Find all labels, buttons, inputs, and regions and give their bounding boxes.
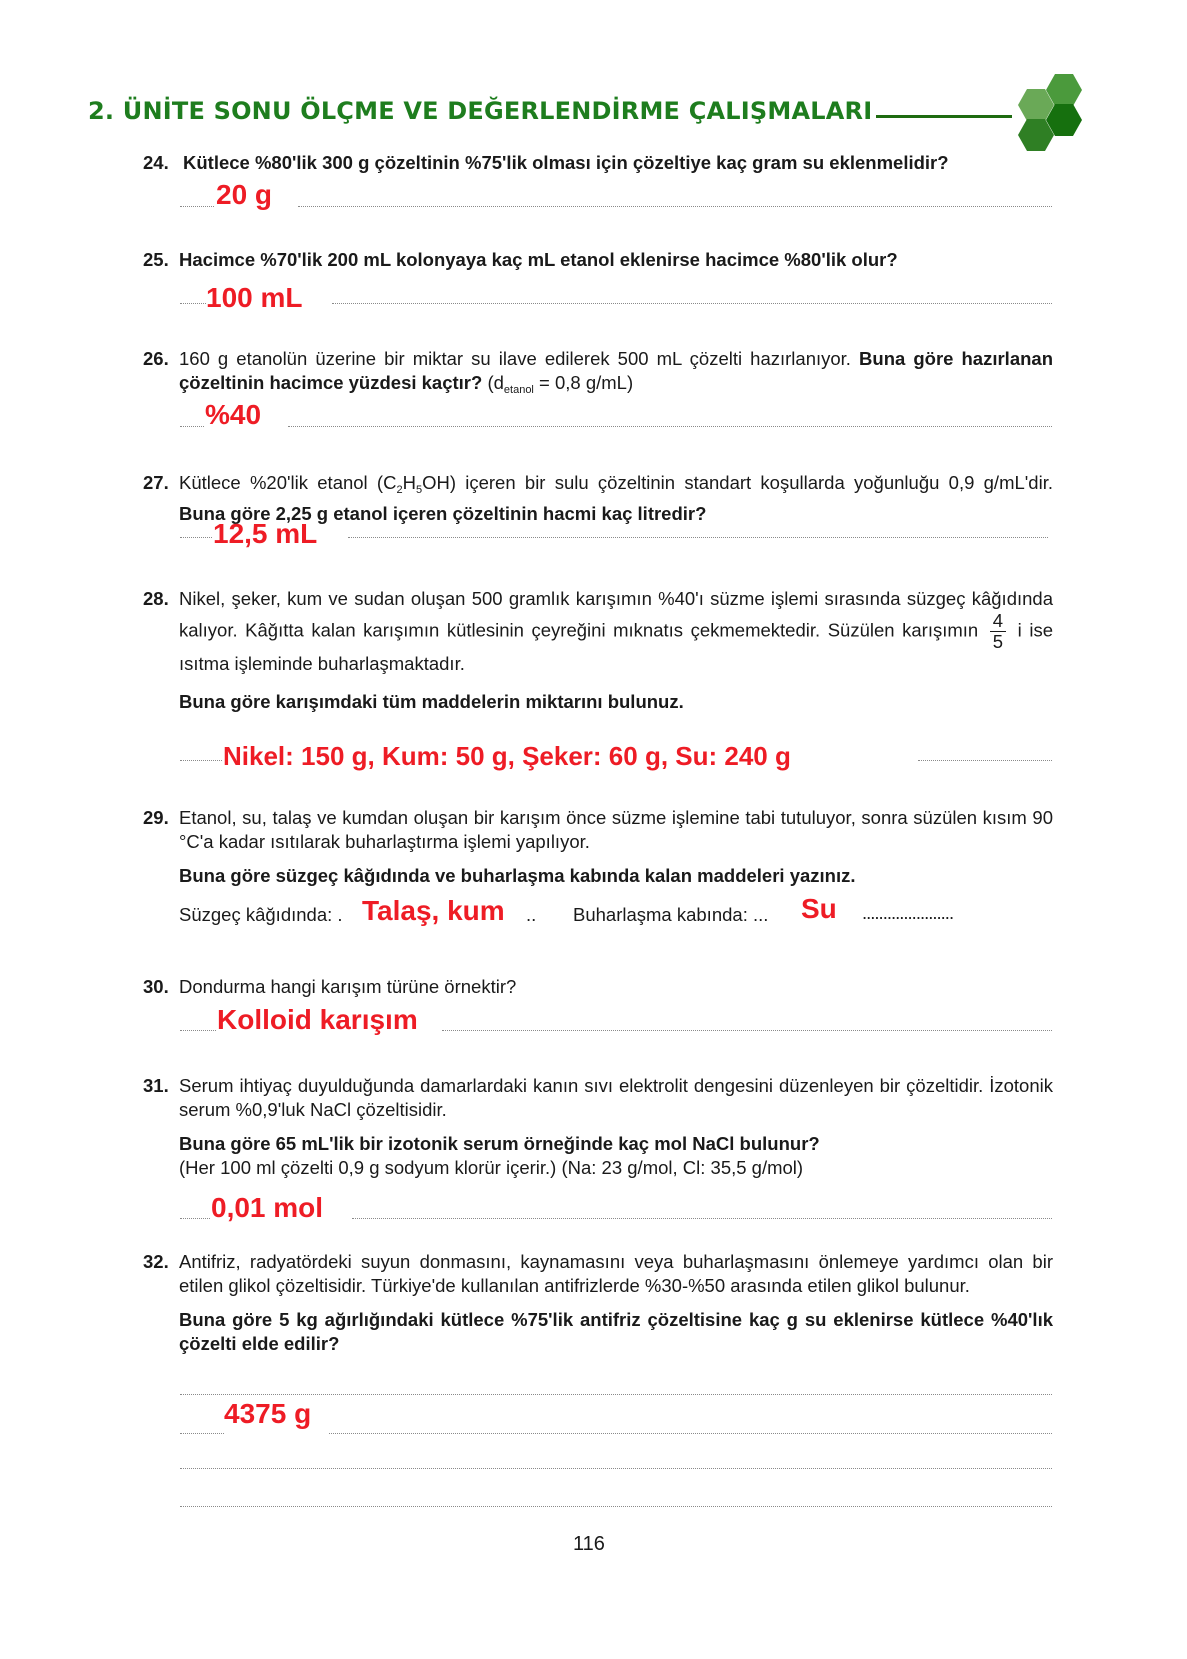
filter-dots: .. — [526, 904, 537, 925]
answer-25[interactable]: 100 mL — [206, 282, 303, 313]
question-text: Kütlece %20'lik etanol $(C_2H_5OH)$ içeren bir sulu çözeltinin standart koşullarda yoğunluğu 0,9 g/mL'dir. — [179, 472, 1053, 496]
question-number: 30. — [143, 976, 169, 997]
answer-27[interactable]: 12,5 mL — [213, 518, 318, 549]
answer-line — [180, 1506, 1052, 1507]
page-number: 116 — [573, 1533, 605, 1555]
question-number: 32. — [143, 1251, 169, 1272]
title-rule-divider — [876, 115, 1012, 118]
answer-line — [442, 1030, 1052, 1031]
answer-32[interactable]: 4375 g — [224, 1398, 312, 1429]
question-prompt: Buna göre hazırlanan çözeltinin hacimce yüzdesi kaçtır? — [179, 348, 1053, 393]
answer-line — [180, 1394, 1052, 1395]
question-number: 27. — [143, 472, 169, 493]
fraction-four-fifths: $\frac{4}{5}$ — [990, 611, 1006, 652]
answer-line — [180, 1433, 224, 1434]
hexagon-cluster-icon — [1018, 72, 1082, 152]
question-number: 28. — [143, 588, 169, 609]
answer-line — [329, 1433, 1052, 1434]
answer-line — [180, 206, 214, 207]
question-prompt: Buna göre 65 mL'lik bir izotonik serum örneğinde kaç mol NaCl bulunur? — [179, 1133, 820, 1154]
question-number: 31. — [143, 1075, 169, 1096]
answer-line — [180, 426, 204, 427]
question-number: 24. — [143, 152, 169, 173]
question-prompt: Buna göre 5 kg ağırlığındaki kütlece %75'lik antifriz çözeltisine kaç g su eklenirse kütlece %40'lık çözelti elde edilir? — [179, 1309, 1053, 1354]
answer-30[interactable]: Kolloid karışım — [217, 1004, 418, 1035]
evaporation-label: Buharlaşma kabında: ... — [573, 904, 769, 925]
answer-28[interactable]: Nikel: 150 g, Kum: 50 g, Şeker: 60 g, Su: 240 g — [223, 741, 791, 771]
question-prompt: Buna göre 2,25 g etanol içeren çözeltinin hacmi kaç litredir? — [179, 503, 707, 524]
question-text: Antifriz, radyatördeki suyun donmasını, kaynamasını veya buharlaşmasını önlemeye yardımcı olan bir etilen glikol çözeltisidir. Türkiye'de kullanılan antifrizlerde %30-%50 arasında etilen glikol bulunur. — [179, 1251, 1053, 1296]
answer-line — [180, 1030, 216, 1031]
question-24 — [143, 151, 1053, 175]
question-text: Nikel, şeker, kum ve sudan oluşan 500 gramlık karışımın %40'ı süzme işlemi sırasında süzgeç kâğıdında kalıyor. Kâğıtta kalan karışımın kütlesinin çeyreğini mıknatıs çekmemektedir. Süzülen karışımın — [179, 588, 1053, 641]
answer-line — [348, 537, 1048, 538]
question-26 — [143, 347, 1053, 402]
question-number: 29. — [143, 807, 169, 828]
answer-line — [332, 303, 1052, 304]
answer-29-evap[interactable]: Su — [801, 893, 837, 924]
answer-line — [288, 426, 1052, 427]
answer-29-filter[interactable]: Talaş, kum — [362, 895, 505, 926]
answer-line — [180, 1468, 1052, 1469]
question-prompt: Buna göre karışımdaki tüm maddelerin miktarını bulunuz. — [179, 691, 684, 712]
question-31 — [143, 1074, 1053, 1180]
answer-line — [918, 760, 1052, 761]
answer-24[interactable]: 20 g — [216, 179, 273, 210]
answer-line — [180, 760, 222, 761]
question-text: Dondurma hangi karışım türüne örnektir? — [179, 976, 517, 997]
answer-line — [298, 206, 1052, 207]
question-32 — [143, 1250, 1053, 1356]
evap-dots: ...................... — [862, 902, 954, 923]
question-29 — [143, 806, 1053, 888]
question-text: Serum ihtiyaç duyulduğunda damarlardaki kanın sıvı elektrolit dengesini düzenleyen bir çözeltidir. İzotonik serum %0,9'luk NaCl çözeltisidir. — [179, 1075, 1053, 1120]
answer-26[interactable]: %40 — [205, 399, 262, 430]
answer-line — [352, 1218, 1052, 1219]
question-text: Hacimce %70'lik 200 mL kolonyaya kaç mL etanol eklenirse hacimce %80'lik olur? — [179, 249, 898, 270]
question-text: 160 g etanolün üzerine bir miktar su ilave edilerek 500 mL çözelti hazırlanıyor. — [179, 348, 851, 369]
question-prompt: Buna göre süzgeç kâğıdında ve buharlaşma kabında kalan maddeleri yazınız. — [179, 865, 856, 886]
question-text-cont: i ise ısıtma işleminde buharlaşmaktadır. — [179, 619, 1054, 674]
question-number: 26. — [143, 348, 169, 369]
question-28 — [143, 587, 1053, 714]
question-text: Etanol, su, talaş ve kumdan oluşan bir karışım önce süzme işlemine tabi tutuluyor, sonra süzülen kısım 90 °C'a kadar ısıtılarak buharlaştırma işlemi yapılıyor. — [179, 807, 1053, 852]
question-number: 25. — [143, 249, 169, 270]
question-30 — [143, 975, 1053, 999]
answer-line — [180, 303, 206, 304]
page-title: 2. ÜNİTE SONU ÖLÇME VE DEĞERLENDİRME ÇALIŞMALARI — [88, 97, 873, 125]
answer-line — [180, 537, 212, 538]
answer-31[interactable]: 0,01 mol — [211, 1192, 324, 1223]
answer-line — [180, 1218, 210, 1219]
density-note: ($d_{etanol} = 0,8$ g/mL) — [487, 372, 634, 396]
question-note: (Her 100 ml çözelti 0,9 g sodyum klorür içerir.) (Na: 23 g/mol, Cl: 35,5 g/mol) — [179, 1157, 804, 1178]
question-25 — [143, 248, 1053, 272]
filter-paper-label: Süzgeç kâğıdında: . — [179, 904, 343, 925]
question-text: Kütlece %80'lik 300 g çözeltinin %75'lik olması için çözeltiye kaç gram su eklenmelidir? — [183, 152, 949, 173]
